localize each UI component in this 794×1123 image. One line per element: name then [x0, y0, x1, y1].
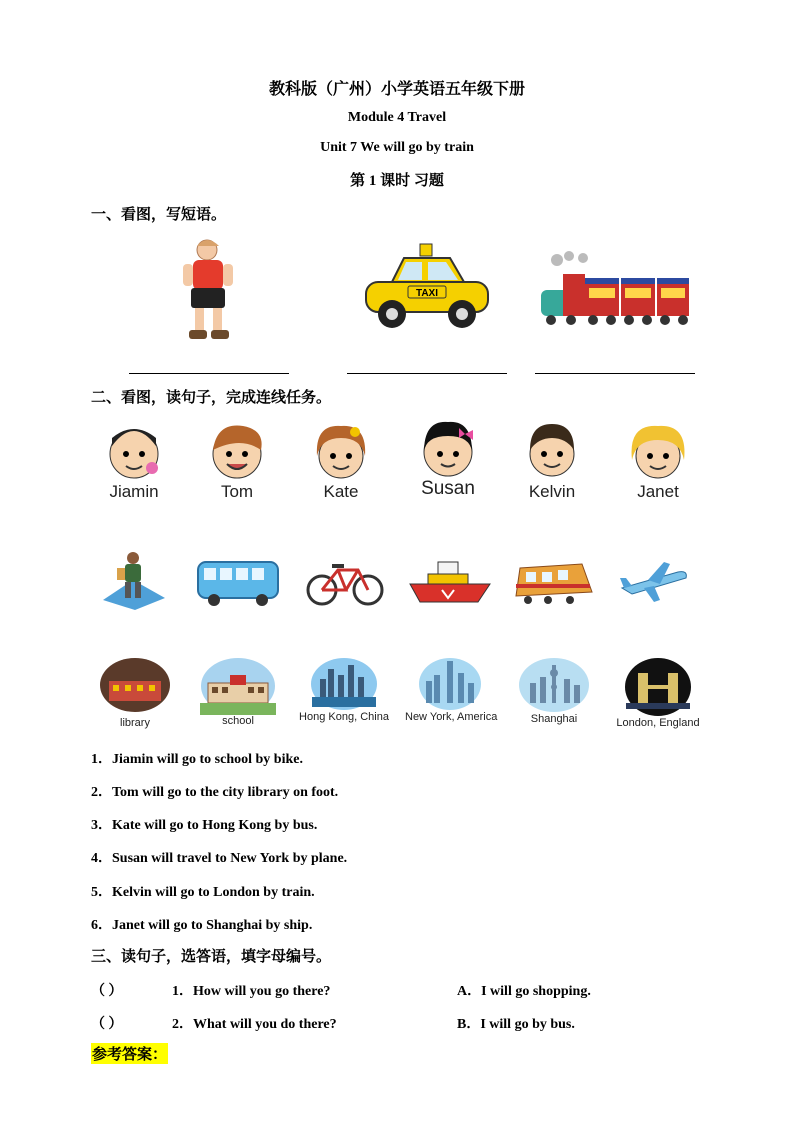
- answer-blank-1[interactable]: （ ）: [91, 984, 123, 999]
- person-name: Susan: [421, 478, 475, 499]
- person-name: Tom: [220, 482, 254, 501]
- person-kate: [296, 420, 386, 502]
- answer-line-2[interactable]: [347, 373, 507, 374]
- section3-heading: 三、读句子，选答语，填字母编号。: [91, 949, 332, 965]
- person-name: Kelvin: [528, 482, 576, 501]
- place-label: Shanghai: [530, 713, 578, 725]
- section2-heading: 二、看图，读句子，完成连线任务。: [91, 390, 332, 406]
- sentence-2: 2．Tom will go to the city library on foot.: [91, 785, 339, 800]
- place-shanghai: [509, 657, 599, 725]
- answer-line-3[interactable]: [535, 373, 695, 374]
- person-kelvin: [507, 420, 597, 502]
- place-hong-kong: [299, 657, 389, 723]
- question-1: 1．How will you go there?: [172, 984, 331, 999]
- place-label: New York, America: [405, 711, 498, 723]
- section1-heading: 一、看图，写短语。: [91, 207, 227, 223]
- bus-icon: [196, 558, 280, 608]
- sentence-6: 6．Janet will go to Shanghai by ship.: [91, 918, 313, 933]
- module-title: Module 4 Travel: [347, 110, 447, 125]
- place-new-york: [405, 657, 498, 723]
- person-jiamin: [89, 420, 179, 502]
- person-name: Janet: [637, 482, 679, 501]
- place-london: [613, 657, 703, 729]
- question-2: 2．What will you do there?: [172, 1017, 337, 1032]
- sentence-1: 1．Jiamin will go to school by bike.: [91, 752, 303, 767]
- bicycle-icon: [306, 558, 384, 608]
- place-label: library: [120, 717, 150, 729]
- answer-blank-2[interactable]: （ ）: [91, 1017, 123, 1032]
- place-library: [90, 657, 180, 729]
- train-icon: [537, 250, 691, 330]
- place-school: [193, 657, 283, 727]
- place-label: school: [222, 715, 254, 727]
- person-tom: [192, 420, 282, 502]
- unit-title: Unit 7 We will go by train: [320, 140, 474, 155]
- option-b: B．I will go by bus.: [457, 1017, 575, 1032]
- option-a: A．I will go shopping.: [457, 984, 591, 999]
- person-susan: [403, 418, 493, 500]
- svg-text:TAXI: TAXI: [415, 288, 439, 299]
- place-label: Hong Kong, China: [299, 711, 389, 723]
- page-title: 教科版（广州）小学英语五年级下册: [268, 81, 525, 98]
- train-transport-icon: [512, 556, 594, 608]
- lesson-title: 第 1 课时 习题: [350, 173, 444, 189]
- walking-boy-icon: [175, 236, 245, 344]
- sentence-4: 4．Susan will travel to New York by plane.: [91, 851, 348, 866]
- walking-person-icon: [103, 550, 165, 610]
- sentence-5: 5．Kelvin will go to London by train.: [91, 885, 315, 900]
- sentence-3: 3．Kate will go to Hong Kong by bus.: [91, 818, 318, 833]
- taxi-icon: [362, 242, 492, 334]
- answer-key-label: 参考答案：: [91, 1043, 168, 1064]
- ship-icon: [408, 556, 492, 608]
- person-name: Jiamin: [109, 482, 159, 501]
- place-label: London, England: [616, 717, 700, 729]
- person-janet: [613, 420, 703, 502]
- answer-line-1[interactable]: [129, 373, 289, 374]
- person-name: Kate: [323, 482, 359, 501]
- plane-icon: [618, 558, 690, 606]
